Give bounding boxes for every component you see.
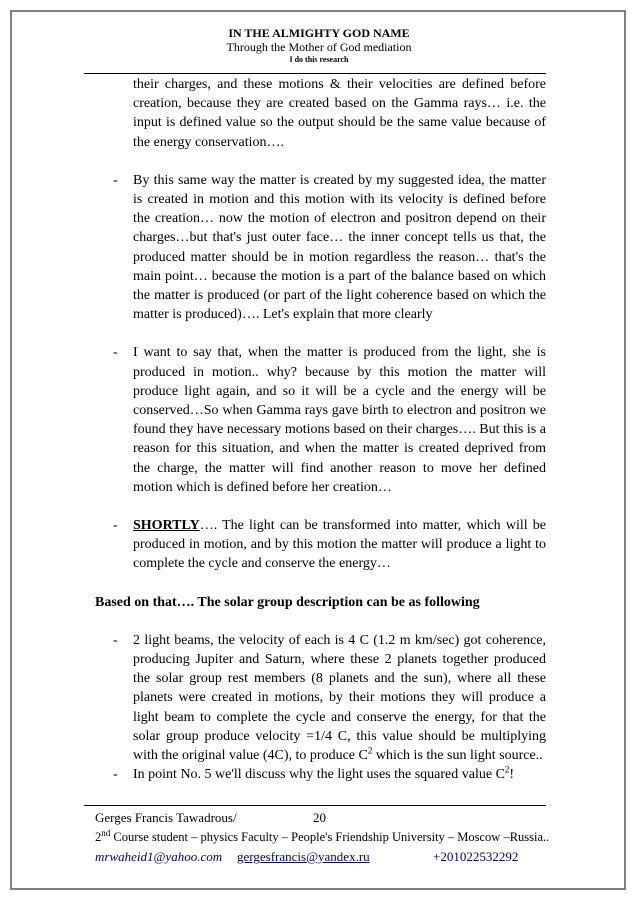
- bullet-dash: -: [113, 345, 118, 361]
- bullet-dash: -: [113, 632, 118, 648]
- bullet-dash: -: [113, 172, 118, 188]
- footer-ordinal-suffix: nd: [101, 827, 111, 838]
- footer-ordinal: 2: [95, 829, 102, 844]
- bullet-text: In point No. 5 we'll discuss why the light uses the squared value C: [133, 767, 505, 783]
- superscript: 2: [367, 745, 373, 756]
- superscript: 2: [504, 764, 510, 775]
- bullet-item: [113, 516, 546, 574]
- header-title: IN THE ALMIGHTY GOD NAME: [228, 26, 410, 40]
- bullet-dash: -: [113, 767, 118, 783]
- page-header: [0, 27, 638, 64]
- footer-phone: +201022532292: [433, 849, 519, 864]
- bullet-text-end: !: [509, 767, 515, 783]
- bullet-text: 2 light beams, the velocity of each is 4 C (1.2 m km/sec) got coherence, producing Jupiter and Saturn, where these 2 planets together produced the solar group rest members (8 planets and the sun), where all these planets were created in motions, by their motions they will produce a light beam to complete the cycle and conserve the energy, for that the solar group produce velocity =1/4 C, this value should be multiplying with the original value (4C), to produce C: [133, 632, 546, 764]
- bullet-item: [113, 631, 546, 765]
- footer-divider: [84, 805, 546, 806]
- document-body: [95, 75, 546, 785]
- footer-email-yandex[interactable]: gergesfrancis@yandex.ru: [237, 849, 370, 864]
- header-subtitle: Through the Mother of God mediation: [226, 39, 412, 54]
- page-footer: [95, 808, 550, 867]
- bullet-text: I want to say that, when the matter is produced from the light, she is produced in motion.. why? because by this motion the matter will produce light again, and so it will be a cycle and the energy will be conserved…So when Gamma rays gave birth to electron and positron we found they have necessary motions based on their charges…. But this is a reason for this situation, and when the matter is created deprived from the charge, the matter will find another reason to move her defined motion which is defined before her creation…: [133, 345, 546, 495]
- page-number: 20: [313, 810, 326, 825]
- bullet-text: …. The light can be transformed into matter, which will be produced in motion, and by this motion the matter will produce a light to complete the cycle and conserve the energy…: [133, 518, 546, 572]
- header-note: I do this research: [289, 54, 349, 64]
- footer-email-yahoo[interactable]: mrwaheid1@yahoo.com: [95, 849, 223, 864]
- shortly-lead: SHORTLY: [133, 518, 200, 534]
- bullet-item: [113, 171, 546, 325]
- footer-affiliation: Course student – physics Faculty – People's Friendship University – Moscow –Russia..: [110, 829, 550, 844]
- bullet-item: [113, 764, 546, 784]
- bullet-dash: -: [113, 518, 118, 534]
- footer-author: Gerges Francis Tawadrous/: [95, 810, 237, 825]
- section-heading: Based on that…. The solar group description can be as following: [95, 594, 480, 610]
- bullet-text-end: which is the sun light source..: [372, 748, 543, 764]
- bullet-text: By this same way the matter is created by my suggested idea, the matter is created in motion and this motion with its velocity is defined before the creation… now the motion of electron and positron depend on their charges…but that's just outer face… the inner concept tells us that, the produced matter should be in motion regardless the reason… that's the main point… because the motion is a part of the balance based on which the matter is produced (or part of the light coherence based on which the matter is produced)…. Let's explain that more clearly: [133, 172, 546, 323]
- header-divider: [84, 73, 546, 74]
- intro-paragraph: their charges, and these motions & their velocities are defined before creation, because they are created based on the Gamma rays… i.e. the input is defined value so the output should be the same value because of the energy conservation….: [133, 77, 546, 150]
- bullet-item: [113, 343, 546, 497]
